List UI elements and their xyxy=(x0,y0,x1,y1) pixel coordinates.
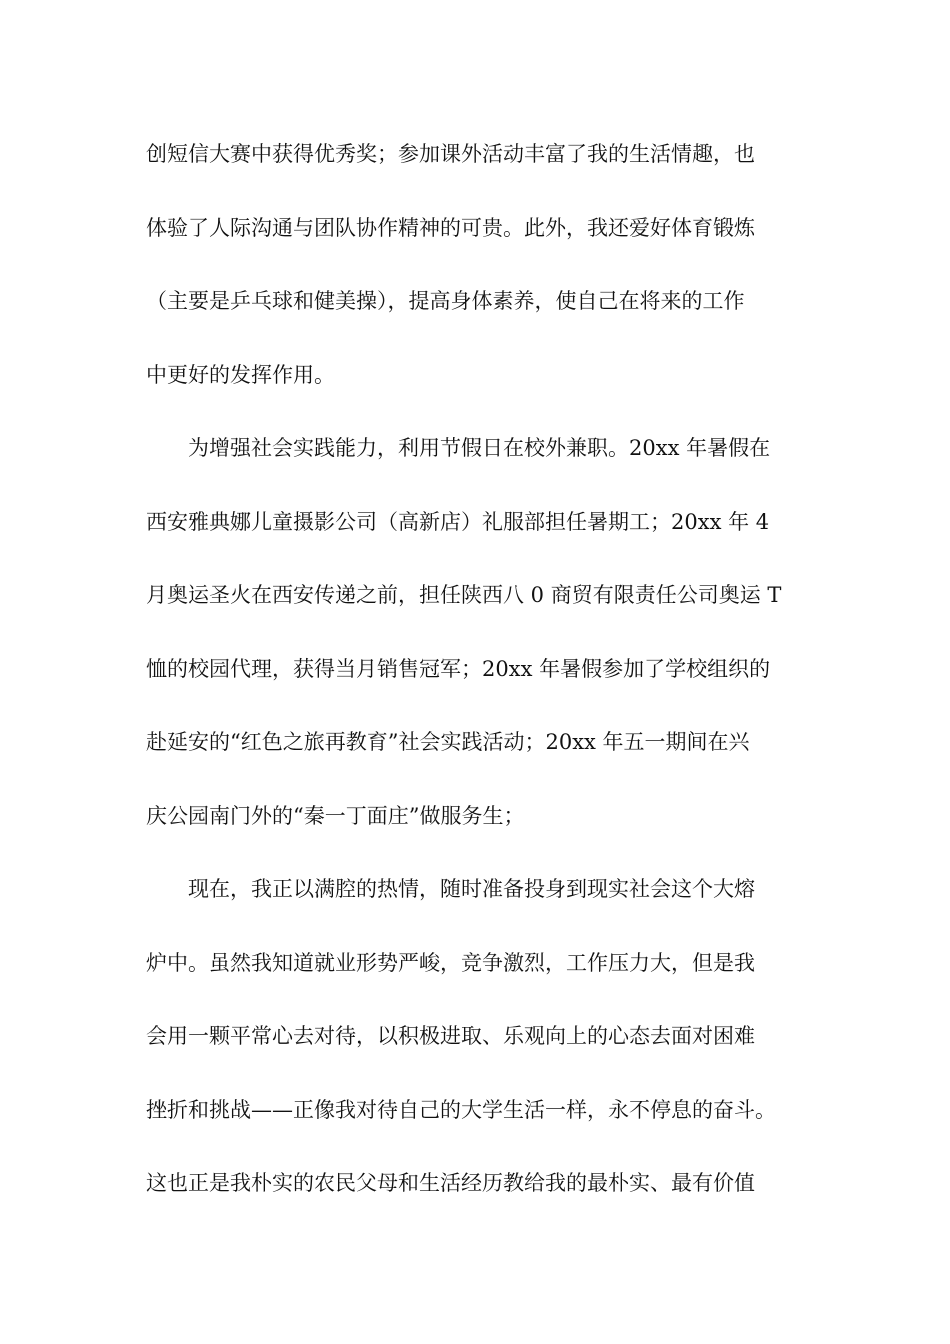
text-line: 现在，我正以满腔的热情，随时准备投身到现实社会这个大熔 xyxy=(146,877,755,901)
body-text xyxy=(146,124,816,1213)
text-line: 这也正是我朴实的农民父母和生活经历教给我的最朴实、最有价值 xyxy=(146,1171,755,1195)
text-line: 创短信大赛中获得优秀奖；参加课外活动丰富了我的生活情趣，也 xyxy=(146,142,755,166)
text-line: 中更好的发挥作用。 xyxy=(146,362,335,387)
text-line: 为增强社会实践能力，利用节假日在校外兼职。20xx 年暑假在 xyxy=(146,436,771,460)
text-line: 赴延安的“红色之旅再教育”社会实践活动；20xx 年五一期间在兴 xyxy=(146,730,750,754)
text-line: （主要是乒乓球和健美操），提高身体素养，使自己在将来的工作 xyxy=(146,289,745,313)
text-line: 炉中。虽然我知道就业形势严峻，竞争激烈，工作压力大，但是我 xyxy=(146,950,755,975)
text-line: 会用一颗平常心去对待，以积极进取、乐观向上的心态去面对困难 xyxy=(146,1024,755,1048)
text-line: 挫折和挑战——正像我对待自己的大学生活一样，永不停息的奋斗。 xyxy=(146,1097,776,1122)
text-line: 恤的校园代理，获得当月销售冠军；20xx 年暑假参加了学校组织的 xyxy=(146,656,771,681)
text-line: 庆公园南门外的“秦一丁面庄”做服务生； xyxy=(146,803,525,828)
text-line: 月奥运圣火在西安传递之前，担任陕西八 0 商贸有限责任公司奥运 T xyxy=(146,583,782,607)
text-line: 西安雅典娜儿童摄影公司（高新店）礼服部担任暑期工；20xx 年 4 xyxy=(146,509,770,534)
text-line: 体验了人际沟通与团队协作精神的可贵。此外，我还爱好体育锻炼 xyxy=(146,215,755,240)
